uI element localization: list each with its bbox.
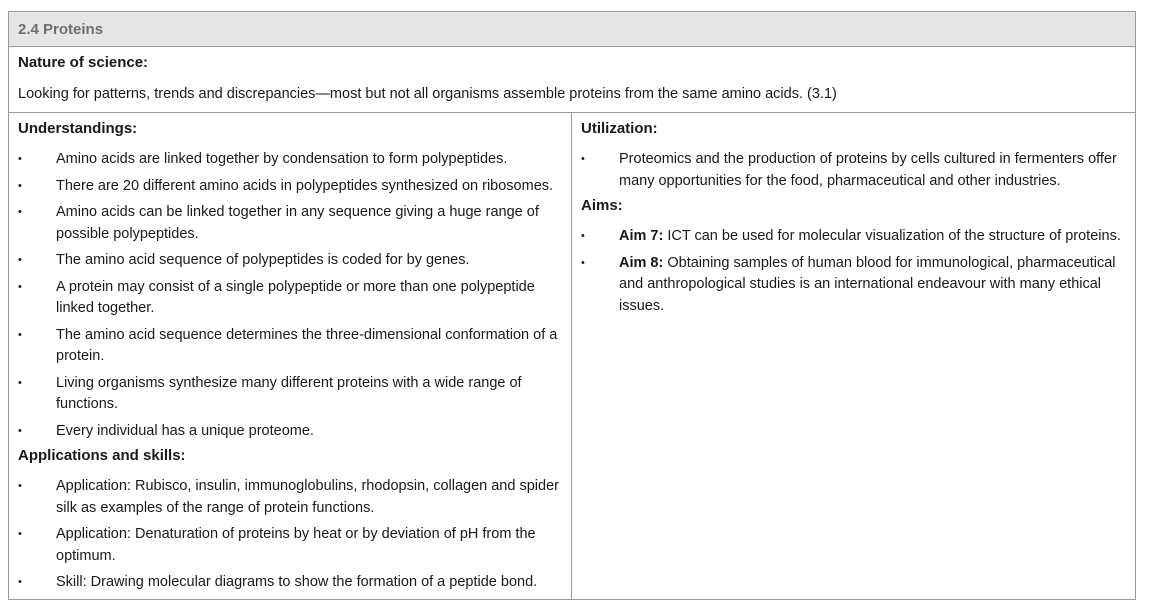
list-item-text: Proteomics and the production of proteins by cells cultured in fermenters offer many opportunities for the food, pharmaceutical and other industries. — [619, 151, 1117, 189]
list-item-text: Application: Rubisco, insulin, immunoglobulins, rhodopsin, collagen and spider silk as examples of the range of protein functions. — [56, 478, 559, 516]
list-item — [18, 202, 562, 245]
aim-label: Aim 8: — [619, 254, 664, 271]
aims-heading: Aims: — [581, 197, 623, 214]
bullet-icon: • — [18, 153, 22, 165]
bullet-icon: • — [18, 376, 22, 389]
nature-of-science-section — [9, 47, 1135, 113]
bullet-icon: • — [18, 280, 22, 293]
utilization-list — [581, 149, 1126, 192]
list-item — [18, 250, 562, 272]
bullet-icon: • — [18, 179, 22, 192]
understandings-list — [18, 149, 562, 442]
bullet-icon: • — [581, 230, 585, 242]
list-item-text: Application: Denaturation of proteins by heat or by deviation of pH from the optimum. — [56, 526, 536, 564]
list-item-text: The amino acid sequence determines the three-dimensional conformation of a protein. — [56, 326, 558, 364]
list-item-text: A protein may consist of a single polypeptide or more than one polypeptide linked together. — [56, 278, 535, 316]
syllabus-table — [8, 11, 1136, 600]
list-item-text: ICT can be used for molecular visualization of the structure of proteins. — [663, 228, 1121, 244]
list-item-text: The amino acid sequence of polypeptides is coded for by genes. — [56, 252, 470, 268]
page-title: 2.4 Proteins — [9, 12, 1135, 47]
list-item-text: Amino acids are linked together by condensation to form polypeptides. — [56, 151, 508, 167]
bullet-icon: • — [18, 576, 22, 588]
nature-of-science-heading: Nature of science: — [18, 54, 149, 71]
aim-label: Aim 7: — [619, 228, 664, 244]
list-item — [18, 572, 562, 594]
bullet-icon: • — [18, 424, 22, 437]
aims-list — [581, 226, 1126, 317]
bullet-icon: • — [18, 480, 22, 492]
content-columns — [9, 113, 1135, 599]
understandings-heading: Understandings: — [18, 120, 138, 137]
bullet-icon: • — [581, 256, 585, 269]
list-item — [18, 277, 562, 320]
bullet-icon: • — [18, 528, 22, 540]
applications-list — [18, 476, 562, 594]
left-column — [9, 113, 572, 599]
list-item-text: Skill: Drawing molecular diagrams to show the formation of a peptide bond. — [56, 574, 538, 590]
right-column — [572, 113, 1135, 599]
list-item — [18, 176, 562, 198]
list-item-text: Obtaining samples of human blood for immunological, pharmaceutical and anthropological studies is an international endeavour with many ethical issues. — [619, 254, 1116, 314]
list-item-text: Every individual has a unique proteome. — [56, 422, 314, 439]
utilization-heading: Utilization: — [581, 120, 658, 137]
list-item — [581, 253, 1126, 318]
bullet-icon: • — [18, 254, 22, 266]
list-item-text: Living organisms synthesize many different proteins with a wide range of functions. — [56, 374, 522, 412]
list-item — [18, 524, 562, 567]
bullet-icon: • — [18, 206, 22, 218]
list-item — [18, 476, 562, 519]
list-item — [581, 226, 1126, 248]
nature-of-science-text: Looking for patterns, trends and discrepancies—most but not all organisms assemble proteins from the same amino acids. (3.1) — [18, 86, 837, 102]
list-item — [18, 325, 562, 368]
list-item-text: Amino acids can be linked together in any sequence giving a huge range of possible polypeptides. — [56, 204, 539, 242]
list-item — [18, 373, 562, 416]
applications-heading: Applications and skills: — [18, 447, 186, 464]
list-item — [18, 421, 562, 443]
list-item-text: There are 20 different amino acids in polypeptides synthesized on ribosomes. — [56, 177, 554, 194]
bullet-icon: • — [18, 328, 22, 341]
list-item — [18, 149, 562, 171]
bullet-icon: • — [581, 153, 585, 165]
list-item — [581, 149, 1126, 192]
